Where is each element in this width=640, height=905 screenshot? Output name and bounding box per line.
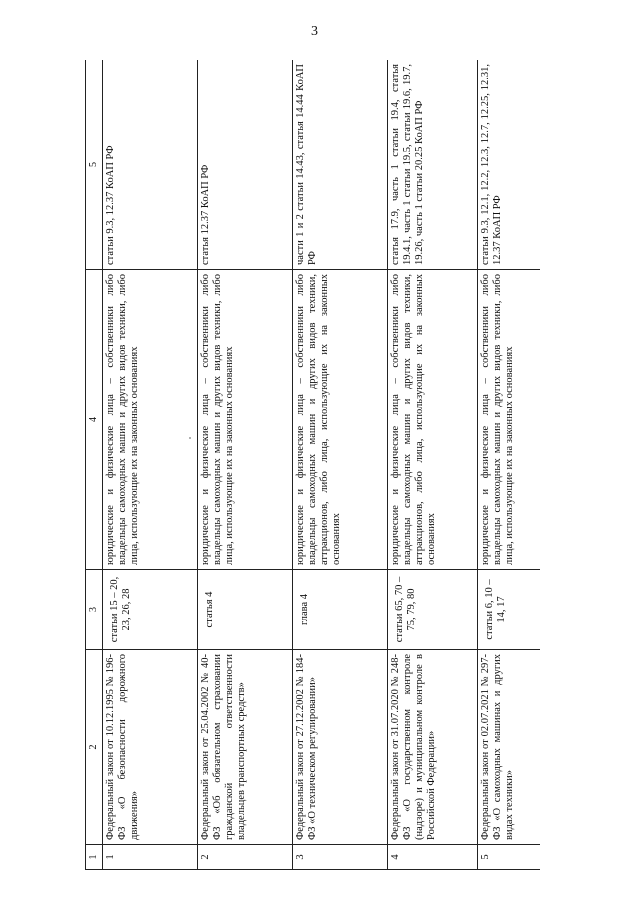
law-cell: Федеральный закон от 27.12.2002 № 184-ФЗ «О техническом регулировании» bbox=[293, 650, 388, 845]
koap-cell: статья 12.37 КоАП РФ bbox=[198, 60, 293, 270]
law-cell: Федеральный закон от 31.07.2020 № 248-ФЗ «О государственном контроле (надзоре) и муниципальном контроле в Российской Федерации» bbox=[388, 650, 478, 845]
legal-acts-table bbox=[85, 60, 540, 870]
table-row bbox=[103, 60, 198, 870]
row-number: 3 bbox=[293, 845, 388, 870]
articles-cell: глава 4 bbox=[293, 570, 388, 650]
law-cell: Федеральный закон от 10.12.1995 № 196-ФЗ «О безопасности дорожного движения» bbox=[103, 650, 198, 845]
subjects-cell: юридические и физические лица – собственники либо владельцы самоходных машин и других видов техники, либо лица, использующие их на законных основаниях bbox=[103, 270, 198, 570]
table-row bbox=[478, 60, 541, 870]
law-cell: Федеральный закон от 02.07.2021 № 297-ФЗ «О самоходных машинах и других видах техники» bbox=[478, 650, 541, 845]
header-col-5: 5 bbox=[86, 60, 103, 270]
header-col-1: 1 bbox=[86, 845, 103, 870]
subjects-cell: юридические и физические лица – собственники либо владельцы самоходных машин и других видов техники, аттракционов, либо лица, использующие их на законных основаниях bbox=[293, 270, 388, 570]
rotated-table bbox=[85, 60, 540, 870]
koap-cell: части 1 и 2 статьи 14.43, статья 14.44 КоАП РФ bbox=[293, 60, 388, 270]
table-container bbox=[85, 60, 540, 870]
row-number: 1 bbox=[103, 845, 198, 870]
articles-cell: статьи 65, 70 – 75, 79, 80 bbox=[388, 570, 478, 650]
law-cell: Федеральный закон от 25.04.2002 № 40-ФЗ «Об обязательном страховании гражданской ответственности владельцев транспортных средств» bbox=[198, 650, 293, 845]
table-row bbox=[198, 60, 293, 870]
row-number: 4 bbox=[388, 845, 478, 870]
articles-cell: статья 4 bbox=[198, 570, 293, 650]
row-number: 2 bbox=[198, 845, 293, 870]
page-number: 3 bbox=[311, 24, 318, 39]
table-row bbox=[388, 60, 478, 870]
header-col-2: 2 bbox=[86, 650, 103, 845]
subjects-cell: юридические и физические лица – собственники либо владельцы самоходных машин и других видов техники, либо лица, использующие их на законных основаниях bbox=[478, 270, 541, 570]
koap-cell: статьи 9.3, 12.37 КоАП РФ bbox=[103, 60, 198, 270]
header-col-3: 3 bbox=[86, 570, 103, 650]
articles-cell: статьи 6, 10 – 14, 17 bbox=[478, 570, 541, 650]
koap-cell: статья 17.9, часть 1 статьи 19.4, статья 19.4.1, часть 1 статьи 19.5, статьи 19.6, 19.7, 19.26, часть 1 статьи 20.25 КоАП РФ bbox=[388, 60, 478, 270]
subjects-cell: юридические и физические лица – собственники либо владельцы самоходных машин и других видов техники, аттракционов, либо лица, использующие их на законных основаниях bbox=[388, 270, 478, 570]
articles-cell: статьи 15 – 20, 23, 26, 28 bbox=[103, 570, 198, 650]
table-row bbox=[293, 60, 388, 870]
header-col-4: 4 bbox=[86, 270, 103, 570]
row-number: 5 bbox=[478, 845, 541, 870]
subjects-cell: юридические и физические лица – собственники либо владельцы самоходных машин и других видов техники, либо лица, использующие их на законных основаниях bbox=[198, 270, 293, 570]
koap-cell: статьи 9.3, 12.1, 12.2, 12.3, 12.7, 12.25, 12.31, 12.37 КоАП РФ bbox=[478, 60, 541, 270]
table-header-row bbox=[86, 60, 103, 870]
